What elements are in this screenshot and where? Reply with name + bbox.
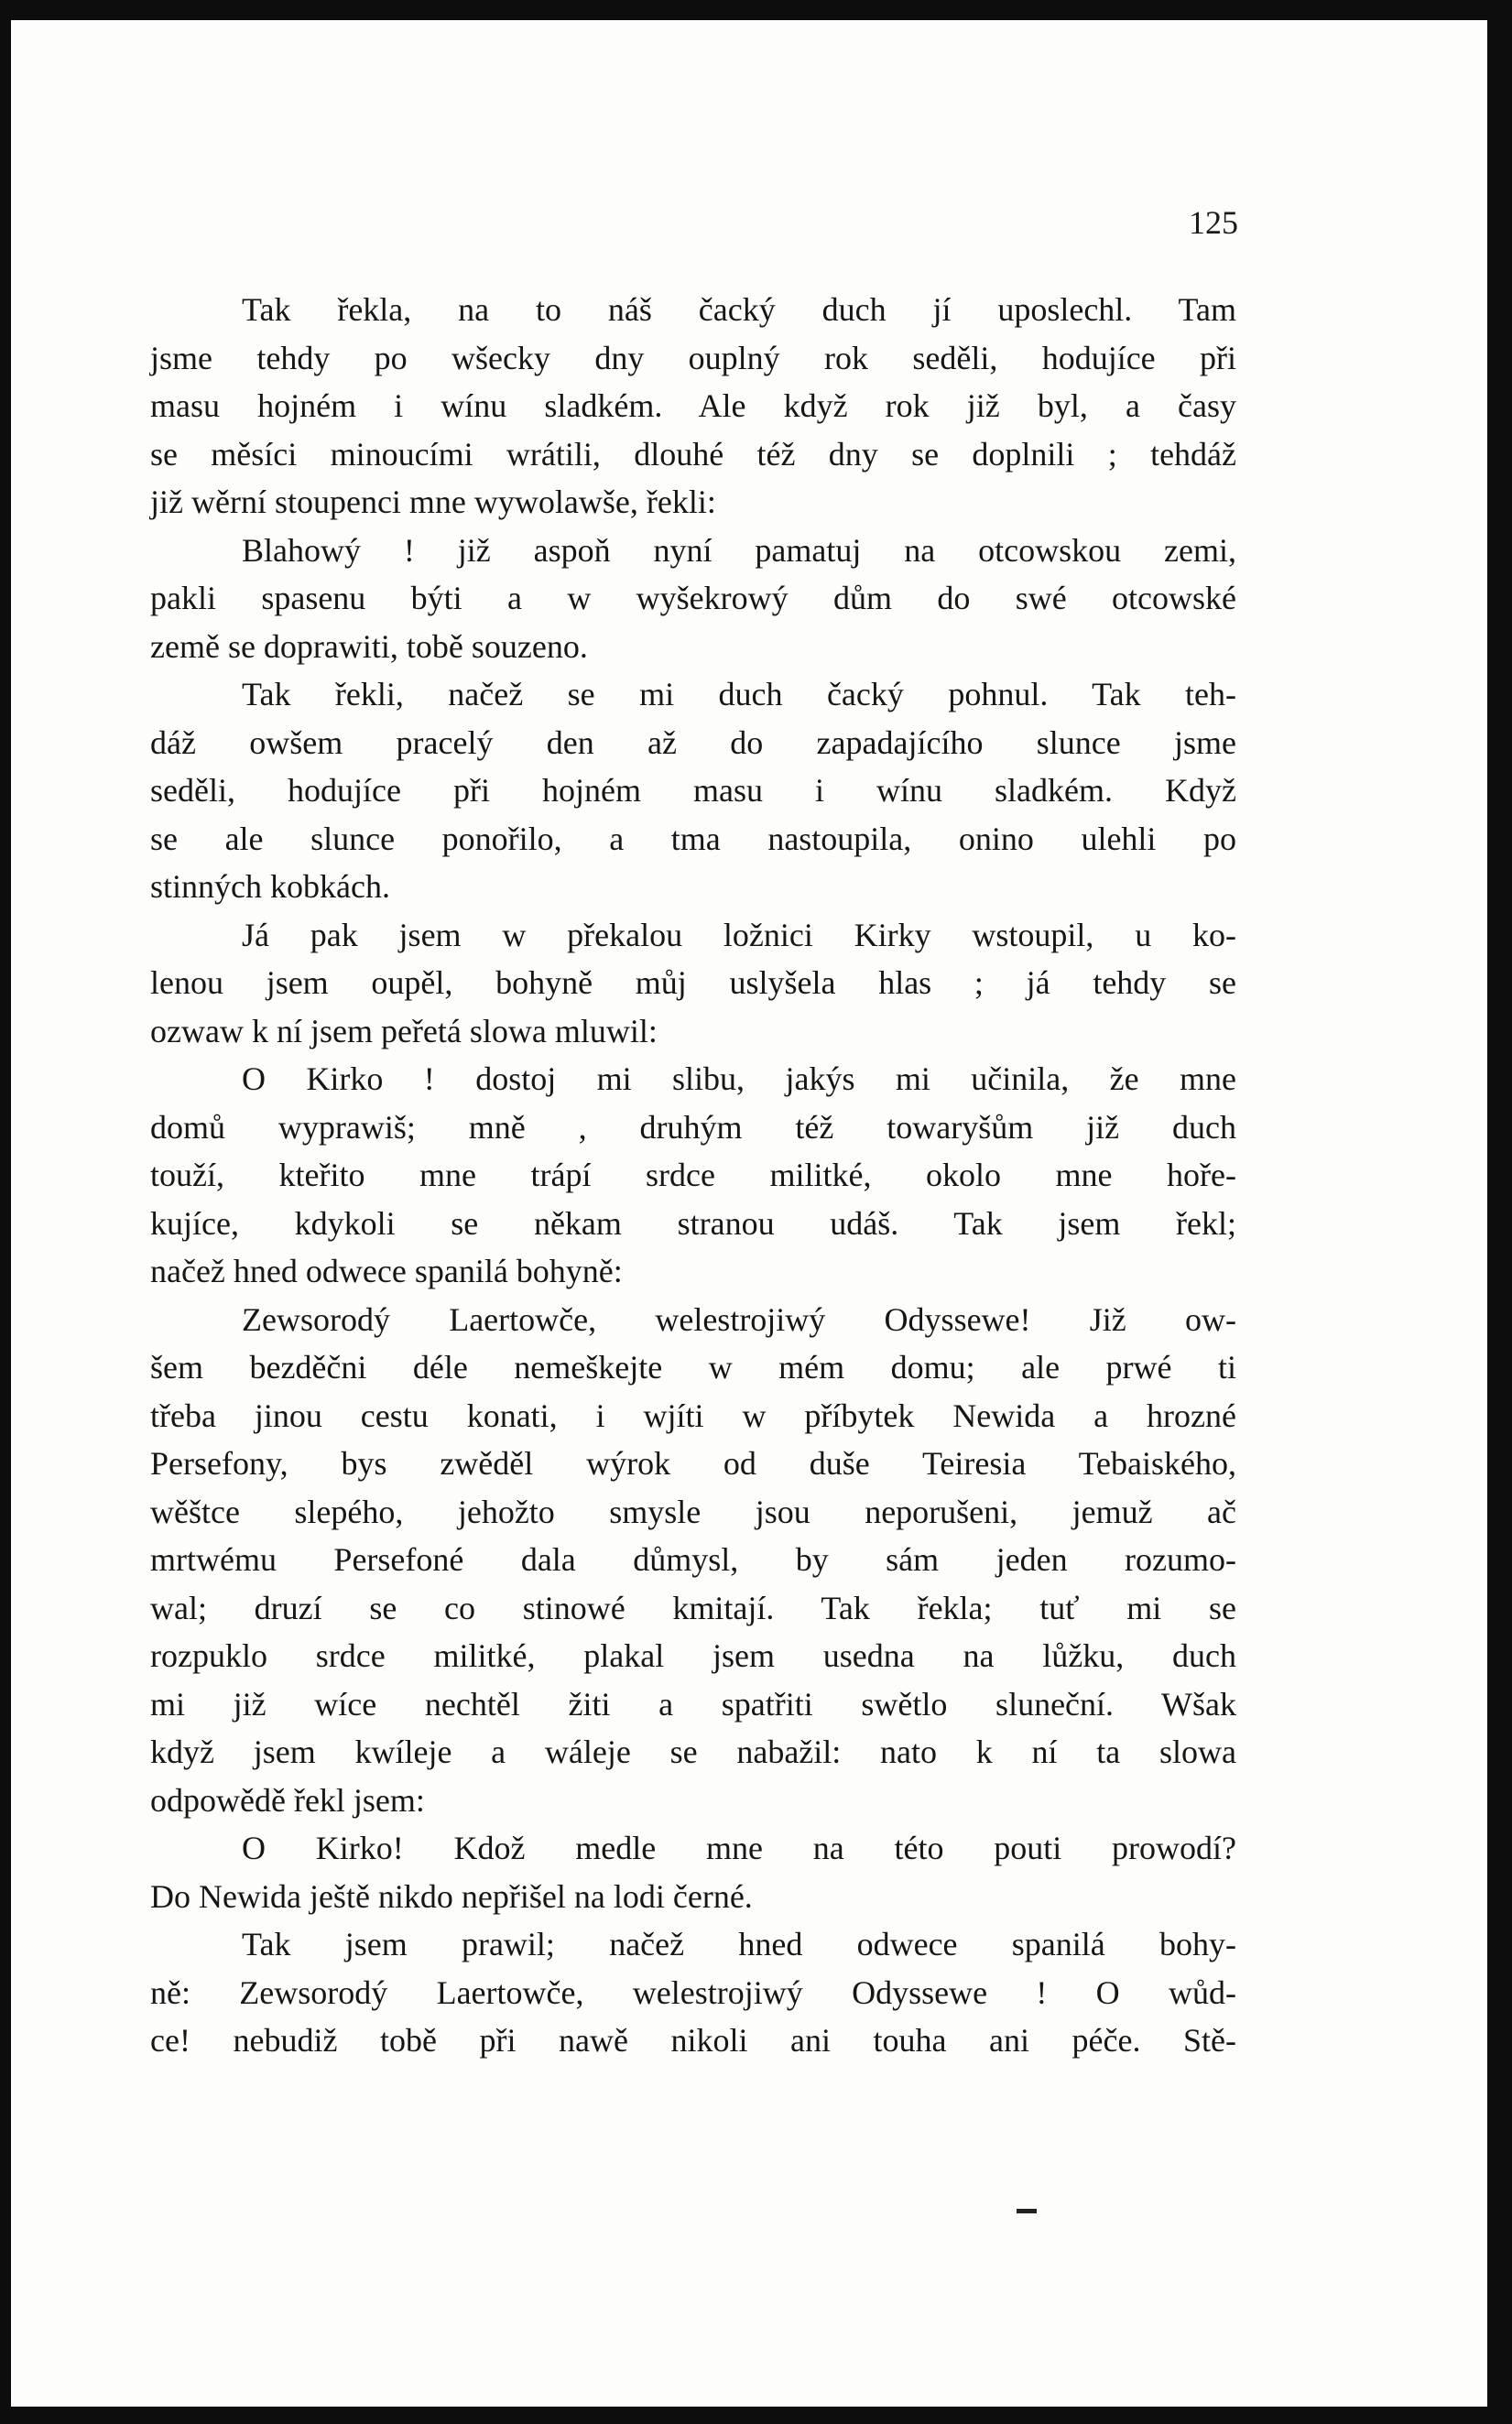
paragraph: [150, 911, 1236, 1056]
text-line: odpowědě řekl jsem:: [150, 1781, 425, 1819]
text-line: Tak řekli, načež se mi duch čacký pohnul. Tak teh-: [242, 676, 1236, 712]
text-line: Persefony, bys zwěděl wýrok od duše Teiresia Tebaiského,: [150, 1445, 1236, 1482]
text-line: Tak řekla, na to náš čacký duch jí uposlechl. Tam: [242, 291, 1236, 328]
text-line: kujíce, kdykoli se někam stranou udáš. Tak jsem řekl;: [150, 1204, 1236, 1242]
text-line: ně: Zewsorodý Laertowče, welestrojiwý Odyssewe ! O wůd-: [150, 1973, 1236, 2011]
text-line: mrtwému Persefoné dala důmysl, by sám jeden rozumo-: [150, 1541, 1236, 1578]
text-line: načež hned odwece spanilá bohyně:: [150, 1253, 623, 1289]
text-line: dáž owšem pracelý den až do zapadajícího slunce jsme: [150, 723, 1236, 761]
text-line: masu hojném i wínu sladkém. Ale když rok již byl, a časy: [150, 387, 1236, 424]
text-line: ozwaw k ní jsem peřetá slowa mluwil:: [150, 1012, 658, 1049]
paragraph: [150, 1296, 1236, 1825]
text-line: domů wyprawiš; mně , druhým též towaryšům již duch: [150, 1108, 1236, 1146]
text-line: O Kirko! Kdož medle mne na této pouti prowodí?: [242, 1830, 1236, 1866]
text-line: mi již wíce nechtěl žiti a spatřiti swětlo sluneční. Wšak: [150, 1685, 1236, 1723]
text-line: touží, kteřito mne trápí srdce militké, okolo mne hoře-: [150, 1157, 1236, 1193]
paragraph: [150, 527, 1236, 671]
text-line: jsme tehdy po wšecky dny ouplný rok seděli, hodujíce při: [150, 339, 1236, 376]
text-line: Do Newida ještě nikdo nepřišel na lodi černé.: [150, 1877, 753, 1915]
text-line: Tak jsem prawil; načež hned odwece spanilá bohy-: [242, 1926, 1236, 1962]
text-line: se ale slunce ponořilo, a tma nastoupila, onino ulehli po: [150, 820, 1236, 857]
text-line: šem bezděčni déle nemeškejte w mém domu; ale prwé ti: [150, 1349, 1236, 1386]
text-line: rozpuklo srdce militké, plakal jsem usedna na lůžku, duch: [150, 1637, 1236, 1674]
text-line: třeba jinou cestu konati, i wjíti w příbytek Newida a hrozné: [150, 1397, 1236, 1434]
text-line: wěštce slepého, jehožto smysle jsou neporušeni, jemuž ač: [150, 1493, 1236, 1530]
text-line: pakli spasenu býti a w wyšekrowý dům do swé otcowské: [150, 580, 1236, 616]
text-line: stinných kobkách.: [150, 868, 390, 905]
text-line: země se doprawiti, tobě souzeno.: [150, 627, 588, 665]
paragraph: [150, 1824, 1236, 1920]
page-number: 125: [1189, 204, 1238, 241]
text-line: lenou jsem oupěl, bohyně můj uslyšela hlas ; já tehdy se: [150, 964, 1236, 1001]
text-line: O Kirko ! dostoj mi slibu, jakýs mi učinila, že mne: [242, 1060, 1236, 1097]
text-line: ce! nebudiž tobě při nawě nikoli ani touha ani péče. Stě-: [150, 2022, 1236, 2059]
body-text: [150, 286, 1236, 2065]
paragraph: [150, 286, 1236, 527]
text-line: když jsem kwíleje a wáleje se nabažil: nato k ní ta slowa: [150, 1734, 1236, 1770]
text-line: Já pak jsem w překalou ložnici Kirky wstoupil, u ko-: [242, 916, 1236, 953]
text-line: již wěrní stoupenci mne wywolawše, řekli:: [150, 484, 716, 520]
paragraph: [150, 670, 1236, 911]
print-mark: [1017, 2209, 1037, 2213]
text-line: wal; druzí se co stinowé kmitají. Tak řekla; tuť mi se: [150, 1589, 1236, 1626]
paragraph: [150, 1920, 1236, 2065]
text-line: Zewsorodý Laertowče, welestrojiwý Odyssewe! Již ow-: [242, 1300, 1236, 1338]
paragraph: [150, 1055, 1236, 1296]
text-line: seděli, hodujíce při hojném masu i wínu sladkém. Když: [150, 772, 1236, 809]
text-line: se měsíci minoucími wrátili, dlouhé též dny se doplnili ; tehdáž: [150, 435, 1236, 473]
text-line: Blahowý ! již aspoň nyní pamatuj na otcowskou zemi,: [242, 531, 1236, 569]
book-page: [11, 20, 1487, 2407]
